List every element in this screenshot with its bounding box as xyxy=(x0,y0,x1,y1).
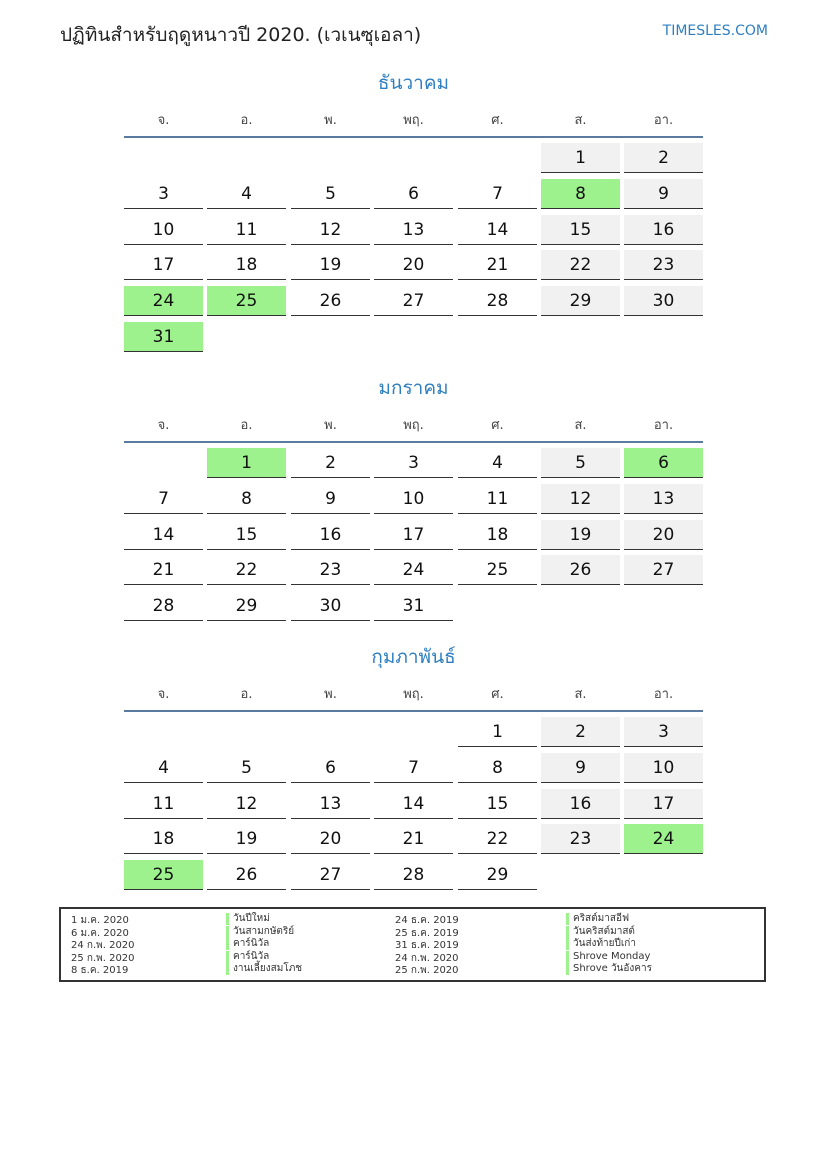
weekday-label: อ. xyxy=(240,113,253,128)
day-cell: 22 xyxy=(458,824,537,854)
legend-holiday-name: Shrove วันอังคาร xyxy=(566,963,652,975)
day-cell: 18 xyxy=(458,520,537,550)
legend-holiday-name: งานเลี้ยงสมโภช xyxy=(226,963,302,975)
weekday-header xyxy=(124,414,703,434)
header-rule xyxy=(124,136,703,138)
weekday-label: จ. xyxy=(157,113,170,128)
day-cell: 15 xyxy=(207,520,286,550)
day-cell: 31 xyxy=(374,591,453,621)
legend-holiday-name: Shrove Monday xyxy=(566,951,650,963)
day-cell: 16 xyxy=(624,215,703,245)
day-cell: 10 xyxy=(624,753,703,783)
weekday-label: ศ. xyxy=(491,687,504,702)
month-title: กุมภาพันธ์ xyxy=(371,646,456,668)
day-cell: 26 xyxy=(541,555,620,585)
day-cell: 23 xyxy=(541,824,620,854)
day-cell: 3 xyxy=(624,717,703,747)
legend-date: 31 ธ.ค. 2019 xyxy=(395,940,459,951)
day-cell: 29 xyxy=(541,286,620,316)
day-cell: 16 xyxy=(541,789,620,819)
day-cell: 6 xyxy=(291,753,370,783)
page-title: ปฏิทินสำหรับฤดูหนาวปี 2020. (เวเนซุเอลา) xyxy=(60,24,422,46)
day-cell: 19 xyxy=(207,824,286,854)
day-cell: 27 xyxy=(624,555,703,585)
weekday-label: ศ. xyxy=(491,113,504,128)
holiday-day-cell: 25 xyxy=(207,286,286,316)
day-cell: 18 xyxy=(124,824,203,854)
day-cell: 13 xyxy=(624,484,703,514)
day-cell: 23 xyxy=(624,250,703,280)
holiday-day-cell: 25 xyxy=(124,860,203,890)
day-cell: 20 xyxy=(374,250,453,280)
weekday-label: อา. xyxy=(653,418,674,433)
day-cell: 6 xyxy=(374,179,453,209)
day-cell: 13 xyxy=(374,215,453,245)
holiday-legend xyxy=(59,907,766,982)
day-cell: 14 xyxy=(374,789,453,819)
day-cell: 22 xyxy=(207,555,286,585)
weekday-label: พ. xyxy=(324,113,337,128)
day-cell: 5 xyxy=(541,448,620,478)
day-cell: 5 xyxy=(207,753,286,783)
legend-holiday-name: วันสามกษัตริย์ xyxy=(226,926,294,938)
day-cell: 3 xyxy=(124,179,203,209)
holiday-day-cell: 8 xyxy=(541,179,620,209)
day-cell: 29 xyxy=(458,860,537,890)
weekday-label: ศ. xyxy=(491,418,504,433)
legend-date: 24 ก.พ. 2020 xyxy=(395,952,459,964)
legend-holiday-name: คาร์นิวัล xyxy=(226,938,269,950)
legend-date: 25 ธ.ค. 2019 xyxy=(395,927,459,939)
day-cell: 7 xyxy=(124,484,203,514)
day-cell: 5 xyxy=(291,179,370,209)
day-cell: 20 xyxy=(291,824,370,854)
month-title: มกราคม xyxy=(378,377,449,399)
day-cell: 23 xyxy=(291,555,370,585)
day-cell: 17 xyxy=(124,250,203,280)
day-cell: 28 xyxy=(124,591,203,621)
day-cell: 11 xyxy=(458,484,537,514)
day-cell: 21 xyxy=(124,555,203,585)
day-cell: 11 xyxy=(207,215,286,245)
day-cell: 21 xyxy=(374,824,453,854)
legend-date: 1 ม.ค. 2020 xyxy=(71,915,129,926)
weekday-label: พ. xyxy=(324,418,337,433)
holiday-day-cell: 24 xyxy=(624,824,703,854)
day-cell: 18 xyxy=(207,250,286,280)
day-cell: 24 xyxy=(374,555,453,585)
day-cell: 12 xyxy=(207,789,286,819)
day-cell: 26 xyxy=(291,286,370,316)
weekday-label: จ. xyxy=(157,687,170,702)
weekday-header xyxy=(124,109,703,129)
weekday-label: พ. xyxy=(324,687,337,702)
day-cell: 8 xyxy=(207,484,286,514)
day-cell: 28 xyxy=(374,860,453,890)
holiday-day-cell: 31 xyxy=(124,322,203,352)
day-cell: 2 xyxy=(541,717,620,747)
brand-link[interactable]: TIMESLES.COM xyxy=(662,23,768,39)
legend-date: 6 ม.ค. 2020 xyxy=(71,927,129,939)
day-cell: 14 xyxy=(124,520,203,550)
legend-date: 24 ธ.ค. 2019 xyxy=(395,915,459,926)
day-cell: 14 xyxy=(458,215,537,245)
day-cell: 2 xyxy=(291,448,370,478)
weekday-label: อา. xyxy=(653,687,674,702)
day-cell: 7 xyxy=(458,179,537,209)
day-cell: 15 xyxy=(458,789,537,819)
day-cell: 8 xyxy=(458,753,537,783)
day-cell: 30 xyxy=(291,591,370,621)
weekday-label: อ. xyxy=(240,687,253,702)
legend-holiday-name: คาร์นิวัล xyxy=(226,951,269,963)
weekday-header xyxy=(124,683,703,703)
day-cell: 4 xyxy=(207,179,286,209)
day-cell: 3 xyxy=(374,448,453,478)
day-cell: 19 xyxy=(541,520,620,550)
day-cell: 12 xyxy=(291,215,370,245)
weekday-label: พฤ. xyxy=(403,687,424,702)
day-cell: 10 xyxy=(374,484,453,514)
day-cell: 25 xyxy=(458,555,537,585)
header-rule xyxy=(124,710,703,712)
holiday-day-cell: 6 xyxy=(624,448,703,478)
day-cell: 21 xyxy=(458,250,537,280)
weekday-label: ส. xyxy=(574,113,587,128)
weekday-label: จ. xyxy=(157,418,170,433)
day-cell: 9 xyxy=(624,179,703,209)
weekday-label: อ. xyxy=(240,418,253,433)
legend-holiday-name: วันส่งท้ายปีเก่า xyxy=(566,938,636,950)
day-cell: 11 xyxy=(124,789,203,819)
day-cell: 1 xyxy=(541,143,620,173)
day-cell: 4 xyxy=(124,753,203,783)
legend-holiday-name: วันปีใหม่ xyxy=(226,913,270,925)
holiday-day-cell: 1 xyxy=(207,448,286,478)
legend-date: 25 ก.พ. 2020 xyxy=(395,965,459,976)
weekday-label: ส. xyxy=(574,418,587,433)
day-cell: 16 xyxy=(291,520,370,550)
day-cell: 27 xyxy=(374,286,453,316)
weekday-label: พฤ. xyxy=(403,418,424,433)
legend-date: 25 ก.พ. 2020 xyxy=(71,952,135,964)
legend-holiday-name: วันคริสต์มาสต์ xyxy=(566,926,635,938)
day-cell: 13 xyxy=(291,789,370,819)
day-cell: 26 xyxy=(207,860,286,890)
day-cell: 9 xyxy=(291,484,370,514)
weekday-label: ส. xyxy=(574,687,587,702)
day-cell: 28 xyxy=(458,286,537,316)
day-cell: 30 xyxy=(624,286,703,316)
day-cell: 1 xyxy=(458,717,537,747)
day-cell: 2 xyxy=(624,143,703,173)
day-cell: 17 xyxy=(624,789,703,819)
day-cell: 19 xyxy=(291,250,370,280)
day-cell: 12 xyxy=(541,484,620,514)
day-cell: 15 xyxy=(541,215,620,245)
day-cell: 7 xyxy=(374,753,453,783)
day-cell: 10 xyxy=(124,215,203,245)
weekday-label: อา. xyxy=(653,113,674,128)
header-rule xyxy=(124,441,703,443)
holiday-day-cell: 24 xyxy=(124,286,203,316)
day-cell: 27 xyxy=(291,860,370,890)
legend-date: 8 ธ.ค. 2019 xyxy=(71,965,129,976)
day-cell: 4 xyxy=(458,448,537,478)
legend-date: 24 ก.พ. 2020 xyxy=(71,940,135,951)
day-cell: 20 xyxy=(624,520,703,550)
day-cell: 17 xyxy=(374,520,453,550)
day-cell: 9 xyxy=(541,753,620,783)
legend-holiday-name: คริสต์มาสอีฟ xyxy=(566,913,629,925)
day-cell: 22 xyxy=(541,250,620,280)
weekday-label: พฤ. xyxy=(403,113,424,128)
month-title: ธันวาคม xyxy=(377,72,450,94)
day-cell: 29 xyxy=(207,591,286,621)
